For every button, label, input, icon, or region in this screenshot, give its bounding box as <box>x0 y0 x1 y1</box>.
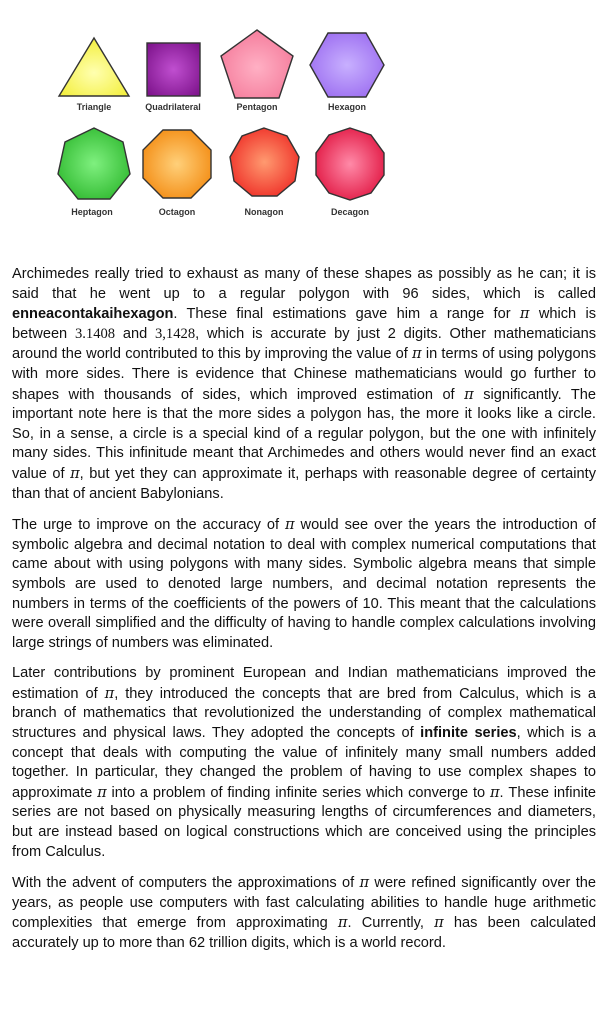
pi-symbol: π <box>519 305 530 323</box>
hexagon-shape <box>310 33 384 97</box>
pi-symbol: π <box>104 684 115 702</box>
nonagon-shape <box>230 128 299 196</box>
pi-symbol: π <box>412 345 422 363</box>
hexagon-label: Hexagon <box>327 102 367 112</box>
pi-symbol: π <box>337 914 348 932</box>
pi-symbol: π <box>97 783 107 801</box>
pi-symbol: π <box>359 874 370 892</box>
pentagon-label: Pentagon <box>236 102 278 112</box>
lower-bound: 3.1408 <box>74 325 116 342</box>
paragraph-algebra: The urge to improve on the accuracy of π would see over the years the introduction of symbolic algebra and decimal notation to deal with complex numerical computations that came about with using polygons with many sides. Symbolic algebra means that simple symbols are used to denoted large numbers, and decimal notation represents the numbers in terms of the coefficients of the powers of 10. This meant that the calculations were overall simplified and the difficulty of having to handle complex calculations involving large strings of numbers was eliminated. <box>12 516 596 651</box>
pi-symbol: π <box>70 464 80 482</box>
body-text <box>12 265 596 965</box>
quadrilateral-shape <box>147 43 200 96</box>
heptagon-shape <box>58 128 130 199</box>
paragraph-computers: With the advent of computers the approximations of π were refined significantly over the years, as people use computers with fast calculating abilities to handle huge arithmetic complexities that emerge from approximating π. Currently, π has been calculated accurately up to more than 62 trillion digits, which is a world record. <box>12 874 597 951</box>
pi-symbol: π <box>434 914 444 932</box>
paragraph-calculus: Later contributions by prominent European and Indian mathematicians improved the estimation of π, they introduced the concepts that are bred from Calculus, which is a branch of mathematics that revolutionized the understanding of complex mathematical structures and physical laws. They adopted the concepts of infinite series, which is a concept that deals with computing the value of infinitely many small numbers added together. In particular, they changed the problem of having to use complex shapes to approximate π into a problem of finding infinite series which converge to π. These infinite series are not based on physically measuring lengths of circumferences and diameters, but are instead based on logical constructions which are conceived using the principles from Calculus. <box>12 665 597 860</box>
octagon-shape <box>143 130 211 198</box>
nonagon-label: Nonagon <box>244 207 284 217</box>
pi-symbol: π <box>489 783 500 801</box>
decagon-label: Decagon <box>330 207 370 217</box>
decagon-shape <box>316 128 384 200</box>
paragraph-archimedes: Archimedes really tried to exhaust as many of these shapes as possibly as he can; it is said that he went up to a regular polygon with 96 sides, which is called enneacontakaihexagon. These final estimations gave him a range for π which is between 3.1408 and 3,1428, which is accurate by just 2 digits. Other mathematicians around the world contributed to this by improving the value of π in terms of using polygons with more sides. There is evidence that Chinese mathematicians would go further to shapes with thousands of sides, which improved estimation of π significantly. The important note here is that the more sides a polygon has, the more it looks like a circle. So, in a sense, a circle is a special kind of a regular polygon, but the one with infinitely many sides. This infinitude meant that Archimedes and others would never find an exact value of π, but yet they can approximate it, perhaps with reasonable degree of certainty than that of ancient Babylonians. <box>12 266 596 502</box>
upper-bound: 3,1428 <box>154 325 196 342</box>
triangle-label: Triangle <box>76 102 112 112</box>
polygon-shapes-figure <box>0 0 611 240</box>
term-infinite-series: infinite series <box>420 725 517 742</box>
pi-symbol: π <box>464 385 474 403</box>
octagon-label: Octagon <box>158 207 196 217</box>
term-enneacontakaihexagon: enneacontakaihexagon <box>12 306 174 323</box>
heptagon-label: Heptagon <box>71 207 113 217</box>
pi-symbol: π <box>285 516 295 534</box>
triangle-shape <box>59 38 129 96</box>
pentagon-shape <box>221 30 293 98</box>
quadrilateral-label: Quadrilateral <box>145 102 201 112</box>
